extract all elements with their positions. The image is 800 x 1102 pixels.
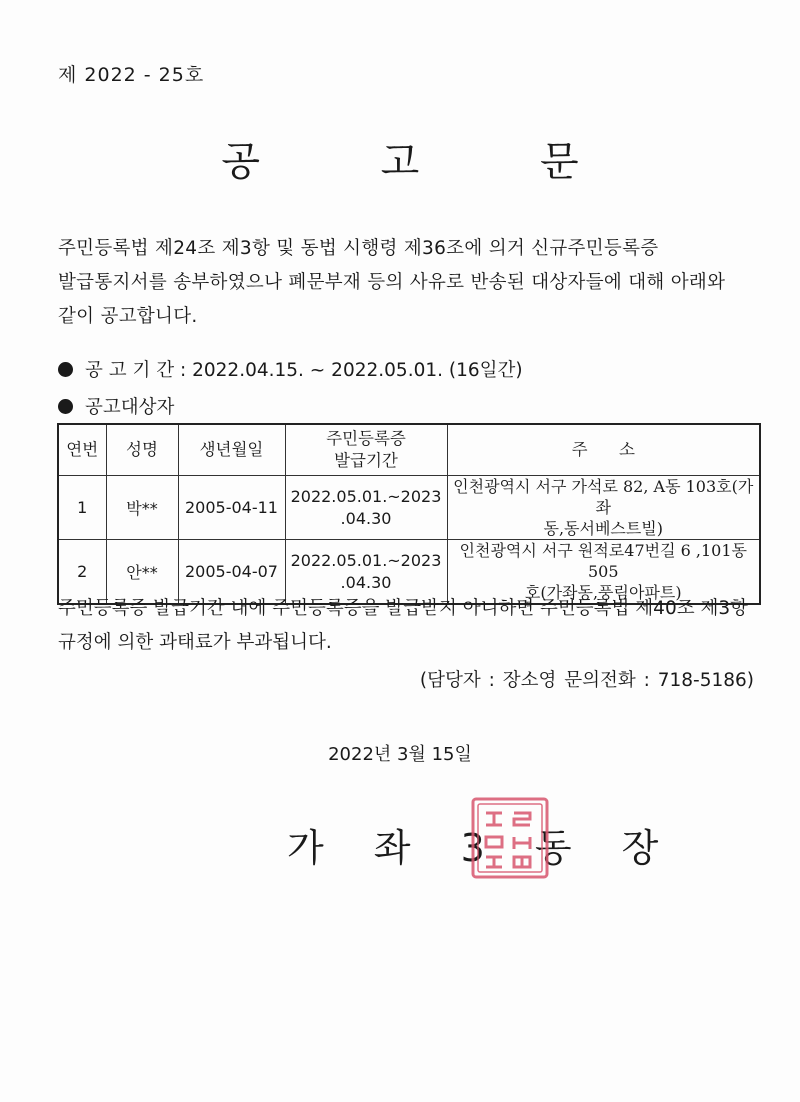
cell-period-line2: .04.30 xyxy=(340,572,392,592)
cell-no: 1 xyxy=(58,476,106,540)
header-period-line1: 주민등록증 xyxy=(326,429,406,448)
penalty-paragraph: 주민등록증 발급기간 내에 주민등록증을 발급받지 아니하면 주민등록법 제40조 제3항 규정에 의한 과태료가 부과됩니다. xyxy=(58,598,748,653)
table-row xyxy=(58,476,760,540)
page-title: 공 고 문 xyxy=(221,139,633,185)
issue-date: 2022년 3월 15일 xyxy=(328,744,472,765)
targets-heading-item xyxy=(58,393,174,419)
cell-name: 안** xyxy=(106,540,178,605)
cell-address-line1: 인천광역시 서구 가석로 82, A동 103호(가좌 xyxy=(453,477,754,517)
intro-paragraph: 주민등록법 제24조 제3항 및 동법 시행령 제36조에 의거 신규주민등록증 발급통지서를 송부하였으나 폐문부재 등의 사유로 반송된 대상자들에 대해 아래와 같이 공고합니다. xyxy=(58,238,726,327)
cell-period xyxy=(285,476,447,540)
cell-address-line2: 호(가좌동,풍림아파트) xyxy=(524,583,682,602)
header-no: 연번 xyxy=(58,424,106,476)
cell-period-line1: 2022.05.01.~2023 xyxy=(290,550,442,570)
cell-address-line1: 인천광역시 서구 원적로47번길 6 ,101동 505 xyxy=(459,541,747,581)
cell-address xyxy=(447,476,760,540)
table-header-row xyxy=(58,424,760,476)
cell-address-line2: 동,동서베스트빌) xyxy=(543,519,664,538)
bullet-icon xyxy=(58,399,73,414)
header-period-line2: 발급기간 xyxy=(334,451,398,470)
targets-table xyxy=(57,423,761,605)
cell-period-line1: 2022.05.01.~2023 xyxy=(290,486,442,506)
bullet-icon xyxy=(58,362,73,377)
cell-birth: 2005-04-07 xyxy=(178,540,285,605)
contact-info: (담당자 : 장소영 문의전화 : 718-5186) xyxy=(419,670,754,691)
notice-period-text: 공 고 기 간 : 2022.04.15. ~ 2022.05.01. (16일간) xyxy=(85,360,523,381)
header-period xyxy=(285,424,447,476)
notice-period-item xyxy=(58,356,523,382)
cell-period-line2: .04.30 xyxy=(340,508,392,528)
document-number: 제 2022 - 25호 xyxy=(58,64,205,86)
cell-birth: 2005-04-11 xyxy=(178,476,285,540)
official-seal-icon xyxy=(470,795,550,881)
header-birth: 생년월일 xyxy=(178,424,285,476)
issuer-title: 가 좌 3 동 장 xyxy=(287,826,678,870)
header-address-label: 주 소 xyxy=(571,440,635,459)
cell-no: 2 xyxy=(58,540,106,605)
header-address xyxy=(447,424,760,476)
header-name: 성명 xyxy=(106,424,178,476)
targets-heading-text: 공고대상자 xyxy=(85,397,175,418)
cell-name: 박** xyxy=(106,476,178,540)
